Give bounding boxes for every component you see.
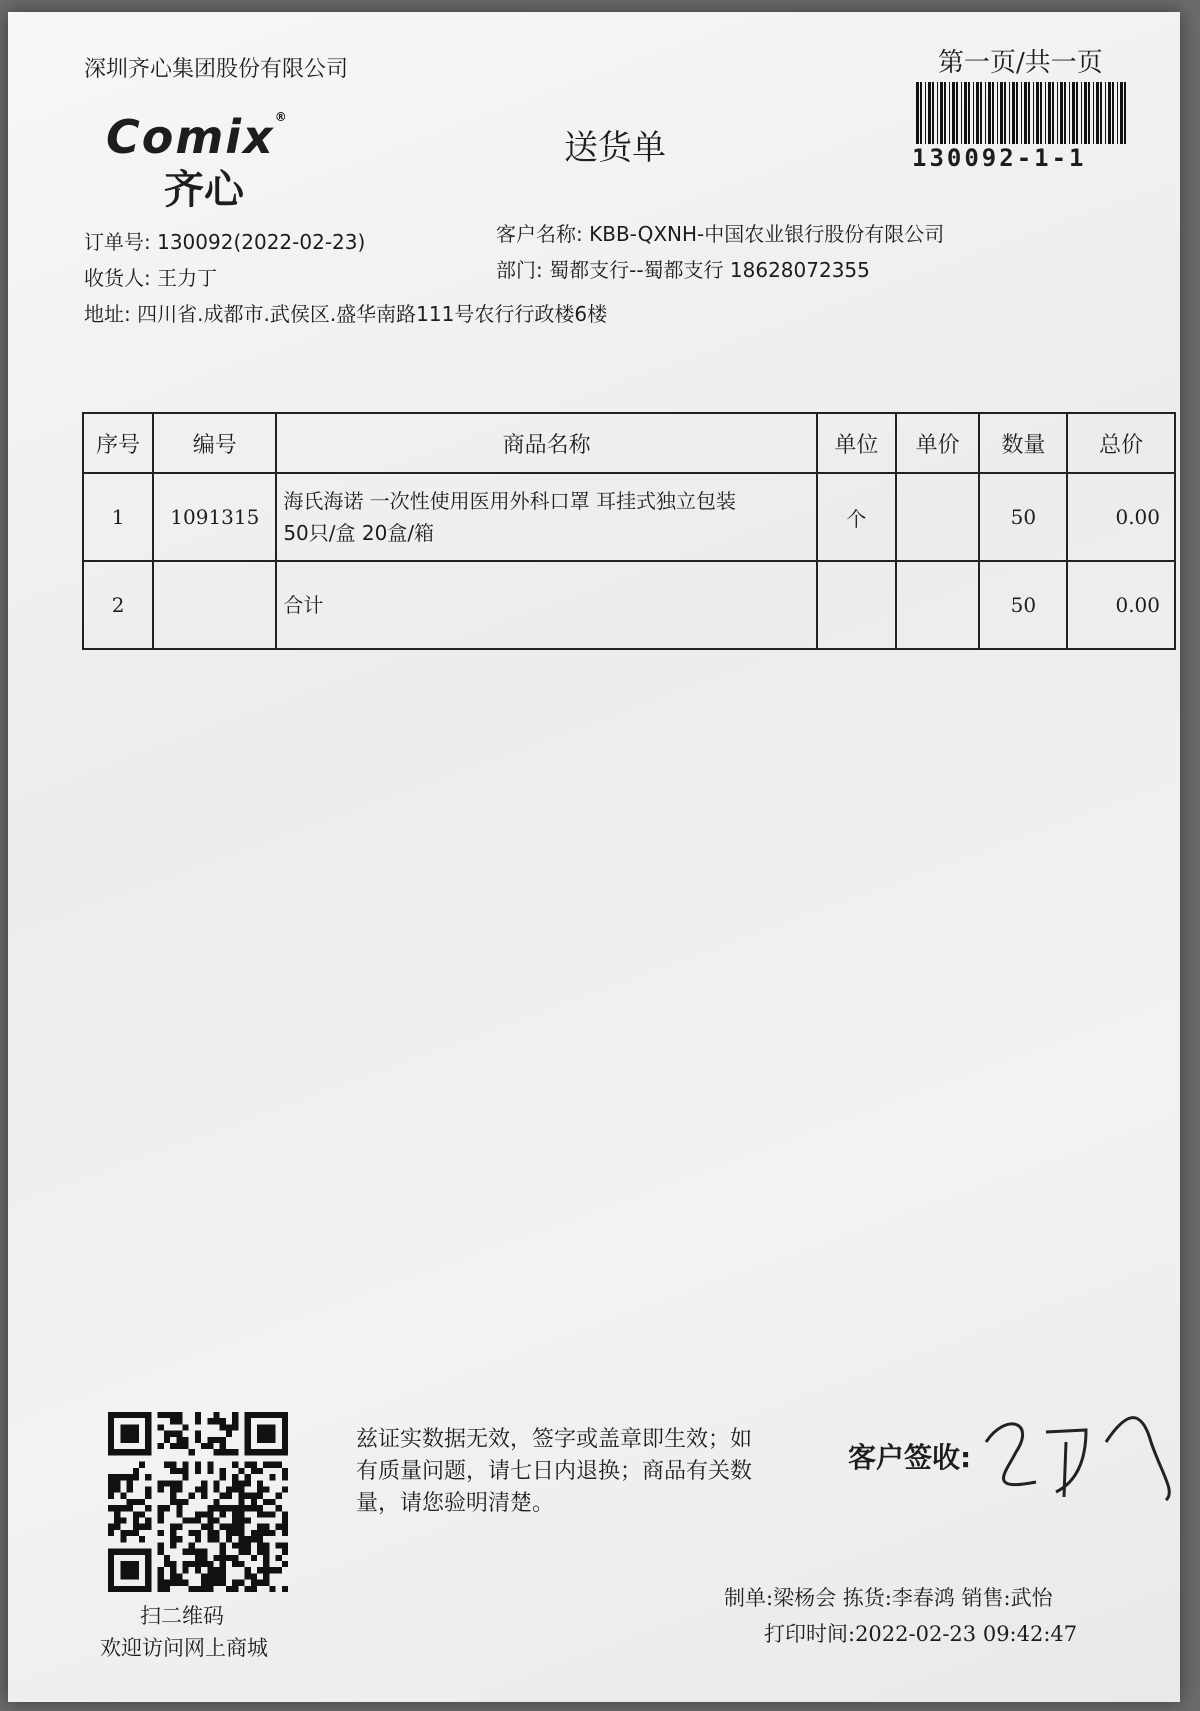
qr-caption: 扫二维码 (140, 1604, 224, 1628)
header-unit: 单位 (817, 413, 896, 473)
qr-code-icon (108, 1412, 288, 1592)
cell-seq: 2 (83, 561, 153, 649)
cell-name (276, 473, 817, 561)
logo-en-text: Comix (106, 110, 275, 164)
customer-name (496, 218, 944, 247)
header-code: 编号 (153, 413, 276, 473)
notice-text: 兹证实数据无效，签字或盖章即生效；如有质量问题，请七日内退换；商品有关数量，请您验明清楚。 (356, 1427, 753, 1516)
customer-value: KBB-QXNH-中国农业银行股份有限公司 (589, 222, 945, 246)
order-label: 订单号: (84, 230, 151, 254)
order-number (84, 226, 365, 255)
cell-name-line1: 合计 (283, 593, 324, 617)
address-value: 四川省.成都市.武侯区.盛华南路111号农行行政楼6楼 (137, 302, 608, 326)
qr-subcaption: 欢迎访问网上商城 (100, 1636, 268, 1660)
table-row (83, 473, 1175, 561)
cell-unit (817, 561, 896, 649)
cell-name-line1: 海氏海诺 一次性使用医用外科口罩 耳挂式独立包装 (283, 489, 737, 513)
header-qty: 数量 (979, 413, 1067, 473)
receiver (84, 262, 217, 291)
print-time: 打印时间:2022-02-23 09:42:47 (764, 1622, 1078, 1646)
receiver-value: 王力丁 (157, 266, 218, 290)
address-label: 地址: (84, 302, 131, 326)
address (84, 298, 607, 327)
cell-name (276, 561, 817, 649)
dept-label: 部门: (496, 258, 543, 282)
logo-en (106, 110, 289, 164)
cell-code: 1091315 (153, 473, 276, 561)
registered-mark-icon: ® (274, 110, 289, 124)
cell-name-line2: 50只/盒 20盒/箱 (283, 521, 435, 545)
cell-total: 0.00 (1067, 561, 1175, 649)
table-header-row (83, 413, 1175, 473)
cell-price (896, 561, 979, 649)
cell-qty: 50 (979, 473, 1067, 561)
logo-cn: 齐心 (164, 167, 244, 213)
receiver-label: 收货人: (84, 266, 151, 290)
header-seq: 序号 (83, 413, 153, 473)
page-info: 第一页/共一页 (938, 48, 1103, 78)
table-row (83, 561, 1175, 649)
cell-price (896, 473, 979, 561)
cell-seq: 1 (83, 473, 153, 561)
barcode-icon (916, 82, 1128, 144)
staff-info: 制单:梁杨会 拣货:李春鸿 销售:武怡 (724, 1586, 1053, 1610)
document-title: 送货单 (564, 128, 666, 168)
cell-total: 0.00 (1067, 473, 1175, 561)
delivery-note (8, 12, 1180, 1702)
signature-icon (976, 1402, 1180, 1512)
customer-label: 客户名称: (496, 222, 583, 246)
goods-table (82, 412, 1176, 650)
header-name: 商品名称 (276, 413, 817, 473)
customer-sign-label: 客户签收: (848, 1441, 972, 1474)
company-name: 深圳齐心集团股份有限公司 (84, 57, 349, 82)
department (496, 254, 870, 283)
barcode-number: 130092-1-1 (912, 144, 1087, 172)
order-value: 130092(2022-02-23) (157, 230, 366, 254)
header-price: 单价 (896, 413, 979, 473)
cell-unit: 个 (817, 473, 896, 561)
cell-qty: 50 (979, 561, 1067, 649)
dept-value: 蜀都支行--蜀都支行 18628072355 (549, 258, 870, 282)
cell-code (153, 561, 276, 649)
header-total: 总价 (1067, 413, 1175, 473)
